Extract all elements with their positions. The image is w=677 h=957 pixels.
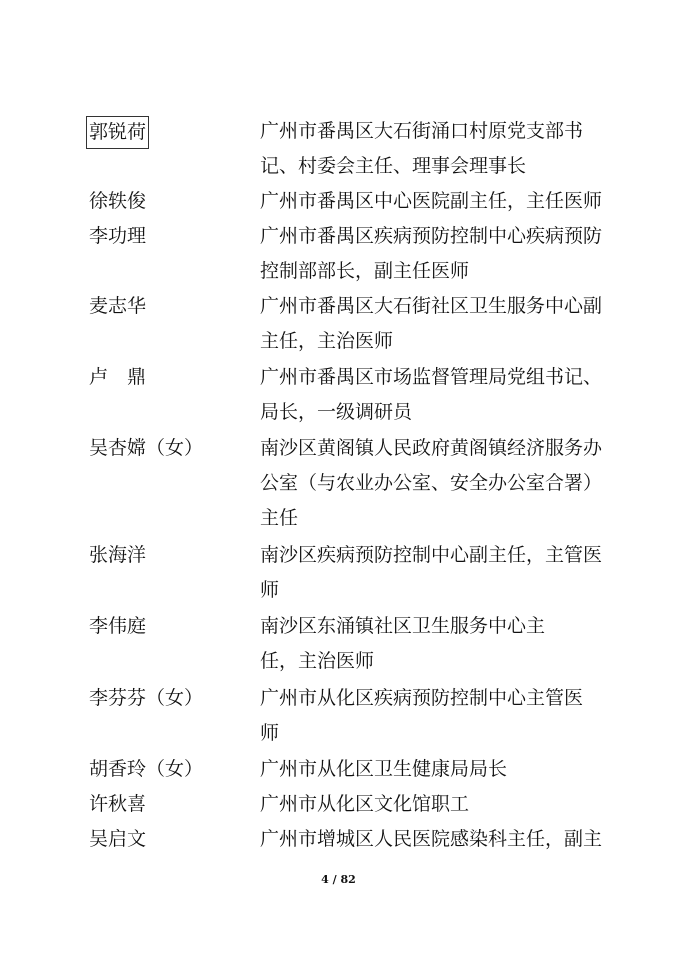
page-number: 4 / 82	[321, 873, 356, 886]
title-line: 广州市从化区文化馆职工	[260, 793, 470, 815]
person-title	[260, 787, 600, 822]
person-name: 徐轶俊	[89, 190, 147, 212]
title-line: 控制部部长，副主任医师	[260, 260, 470, 282]
title-line: 广州市番禺区中心医院副主任，主任医师	[260, 190, 603, 212]
person-name: 卢 鼎	[89, 366, 147, 388]
person-title	[260, 431, 603, 536]
title-line: 局长，一级调研员	[260, 401, 413, 423]
person-title	[260, 360, 603, 430]
title-line: 广州市番禺区大石街涌口村原党支部书	[260, 120, 584, 142]
title-line: 广州市增城区人民医院感染科主任，副主	[260, 828, 603, 850]
person-title	[260, 289, 603, 359]
person-name: 郭锐荷	[86, 116, 149, 149]
title-line: 公室（与农业办公室、安全办公室合署）	[260, 472, 603, 494]
person-title	[260, 681, 600, 751]
person-name: 吴杏嫦（女）	[89, 437, 204, 459]
person-title	[260, 538, 603, 608]
title-line: 南沙区东涌镇社区卫生服务中心主	[260, 615, 546, 637]
person-title	[260, 752, 600, 787]
title-line: 师	[260, 579, 280, 601]
title-line: 主任，主治医师	[260, 330, 394, 352]
title-line: 任，主治医师	[260, 650, 375, 672]
person-name: 许秋喜	[89, 793, 147, 815]
person-title	[260, 184, 603, 219]
title-line: 师	[260, 722, 280, 744]
title-line: 南沙区黄阁镇人民政府黄阁镇经济服务办	[260, 437, 603, 459]
person-name: 麦志华	[89, 295, 147, 317]
person-name: 李功理	[89, 225, 147, 247]
title-line: 广州市番禺区市场监督管理局党组书记、	[260, 366, 603, 388]
person-title	[260, 219, 603, 289]
title-line: 南沙区疾病预防控制中心副主任，主管医	[260, 544, 603, 566]
title-line: 广州市从化区卫生健康局局长	[260, 758, 508, 780]
title-line: 广州市从化区疾病预防控制中心主管医	[260, 687, 584, 709]
person-name: 李芬芬（女）	[89, 687, 204, 709]
title-line: 广州市番禺区大石街社区卫生服务中心副	[260, 295, 603, 317]
title-line: 主任	[260, 507, 299, 529]
title-line: 广州市番禺区疾病预防控制中心疾病预防	[260, 225, 603, 247]
person-name: 张海洋	[89, 544, 147, 566]
person-name: 胡香玲（女）	[89, 758, 204, 780]
title-line: 记、村委会主任、理事会理事长	[260, 155, 527, 177]
person-title	[260, 822, 603, 857]
person-title	[260, 609, 600, 679]
person-name: 李伟庭	[89, 615, 147, 637]
person-name: 吴启文	[89, 828, 147, 850]
person-title	[260, 114, 600, 184]
